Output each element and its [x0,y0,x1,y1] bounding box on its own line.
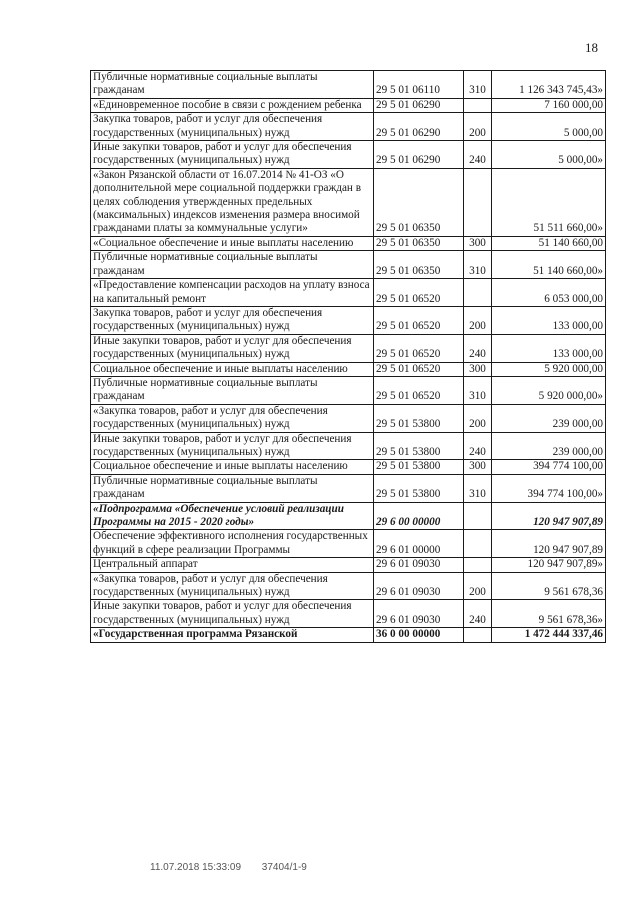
row-code: 29 5 01 53800 [374,432,464,460]
row-vr: 300 [464,362,492,376]
row-sum: 120 947 907,89 [492,502,606,530]
table-row [91,362,606,376]
row-name: Закупка товаров, работ и услуг для обеспечения государственных (муниципальных) нужд [91,306,374,334]
table-row [91,530,606,558]
row-sum: 1 126 343 745,43» [492,71,606,99]
row-vr: 240 [464,334,492,362]
row-sum: 394 774 100,00 [492,460,606,474]
row-vr [464,502,492,530]
row-name: Закупка товаров, работ и услуг для обеспечения государственных (муниципальных) нужд [91,113,374,141]
row-name: Обеспечение эффективного исполнения государственных функций в сфере реализации Программы [91,530,374,558]
table-row [91,279,606,307]
row-code: 29 5 01 06110 [374,71,464,99]
row-vr [464,168,492,236]
row-name: Публичные нормативные социальные выплаты гражданам [91,71,374,99]
row-code: 29 6 01 09030 [374,600,464,628]
row-vr: 240 [464,432,492,460]
row-name: Публичные нормативные социальные выплаты гражданам [91,251,374,279]
row-vr: 200 [464,572,492,600]
row-code: 29 6 01 09030 [374,558,464,572]
footer-doc-id: 37404/1-9 [261,862,307,873]
row-name: «Государственная программа Рязанской [91,628,374,642]
table-row [91,306,606,334]
table-row [91,600,606,628]
table-row [91,572,606,600]
row-code: 29 5 01 53800 [374,460,464,474]
row-code: 29 6 00 00000 [374,502,464,530]
table-row [91,236,606,250]
row-code: 29 5 01 06290 [374,141,464,169]
table-row [91,376,606,404]
row-sum: 120 947 907,89 [492,530,606,558]
row-name: «Закупка товаров, работ и услуг для обеспечения государственных (муниципальных) нужд [91,572,374,600]
row-vr: 200 [464,306,492,334]
row-code: 29 5 01 06350 [374,236,464,250]
table-row [91,98,606,112]
budget-table-body [91,71,606,643]
row-vr: 300 [464,460,492,474]
row-sum: 7 160 000,00 [492,98,606,112]
row-sum: 133 000,00 [492,306,606,334]
row-code: 29 5 01 06290 [374,113,464,141]
table-row [91,432,606,460]
row-sum: 5 000,00 [492,113,606,141]
table-row [91,113,606,141]
row-name: «Единовременное пособие в связи с рождением ребенка [91,98,374,112]
row-sum: 5 920 000,00 [492,362,606,376]
row-vr: 310 [464,474,492,502]
row-name: «Подпрограмма «Обеспечение условий реализации Программы на 2015 - 2020 годы» [91,502,374,530]
row-sum: 394 774 100,00» [492,474,606,502]
row-code: 29 5 01 06350 [374,168,464,236]
row-sum: 120 947 907,89» [492,558,606,572]
row-code: 29 6 01 09030 [374,572,464,600]
table-row [91,628,606,642]
table-row [91,168,606,236]
row-sum: 133 000,00 [492,334,606,362]
row-sum: 9 561 678,36 [492,572,606,600]
row-code: 29 5 01 06520 [374,279,464,307]
row-vr: 200 [464,113,492,141]
row-sum: 239 000,00 [492,432,606,460]
row-sum: 1 472 444 337,46 [492,628,606,642]
row-vr [464,530,492,558]
row-name: Социальное обеспечение и иные выплаты населению [91,362,374,376]
page-number: 18 [585,40,598,55]
row-vr: 300 [464,236,492,250]
row-code: 29 5 01 06520 [374,334,464,362]
table-row [91,502,606,530]
table-row [91,71,606,99]
table-row [91,558,606,572]
row-name: Иные закупки товаров, работ и услуг для обеспечения государственных (муниципальных) нужд [91,334,374,362]
row-name: Публичные нормативные социальные выплаты гражданам [91,474,374,502]
row-code: 29 5 01 06520 [374,306,464,334]
row-sum: 51 140 660,00» [492,251,606,279]
row-name: Публичные нормативные социальные выплаты гражданам [91,376,374,404]
row-code: 29 5 01 06520 [374,376,464,404]
table-row [91,251,606,279]
row-code: 29 5 01 53800 [374,404,464,432]
footer-timestamp: 11.07.2018 15:33:09 [150,862,242,873]
row-sum: 239 000,00 [492,404,606,432]
row-sum: 51 511 660,00» [492,168,606,236]
row-code: 29 5 01 06350 [374,251,464,279]
table-row [91,404,606,432]
table-row [91,141,606,169]
row-vr: 310 [464,376,492,404]
row-code: 29 6 01 00000 [374,530,464,558]
row-vr: 310 [464,251,492,279]
row-vr: 240 [464,600,492,628]
row-vr: 310 [464,71,492,99]
row-sum: 5 000,00» [492,141,606,169]
row-vr [464,98,492,112]
row-code: 29 5 01 06520 [374,362,464,376]
row-name: Иные закупки товаров, работ и услуг для обеспечения государственных (муниципальных) нужд [91,432,374,460]
row-vr: 240 [464,141,492,169]
row-vr: 200 [464,404,492,432]
row-name: «Закупка товаров, работ и услуг для обеспечения государственных (муниципальных) нужд [91,404,374,432]
row-vr [464,558,492,572]
budget-table [90,70,606,643]
row-sum: 9 561 678,36» [492,600,606,628]
footer [150,862,325,873]
row-name: Центральный аппарат [91,558,374,572]
row-name: «Предоставление компенсации расходов на уплату взноса на капитальный ремонт [91,279,374,307]
row-name: Социальное обеспечение и иные выплаты населению [91,460,374,474]
row-sum: 6 053 000,00 [492,279,606,307]
row-code: 36 0 00 00000 [374,628,464,642]
row-sum: 5 920 000,00» [492,376,606,404]
row-code: 29 5 01 53800 [374,474,464,502]
row-sum: 51 140 660,00 [492,236,606,250]
row-vr [464,279,492,307]
row-name: «Закон Рязанской области от 16.07.2014 № 41-ОЗ «О дополнительной мере социальной поддержки граждан в целях соблюдения утвержденных предельных (максимальных) индексов изменения размера вносимой гражданами платы за коммунальные услуги» [91,168,374,236]
row-code: 29 5 01 06290 [374,98,464,112]
row-name: Иные закупки товаров, работ и услуг для обеспечения государственных (муниципальных) нужд [91,141,374,169]
table-row [91,474,606,502]
table-row [91,460,606,474]
table-row [91,334,606,362]
row-name: «Социальное обеспечение и иные выплаты населению [91,236,374,250]
row-vr [464,628,492,642]
row-name: Иные закупки товаров, работ и услуг для обеспечения государственных (муниципальных) нужд [91,600,374,628]
